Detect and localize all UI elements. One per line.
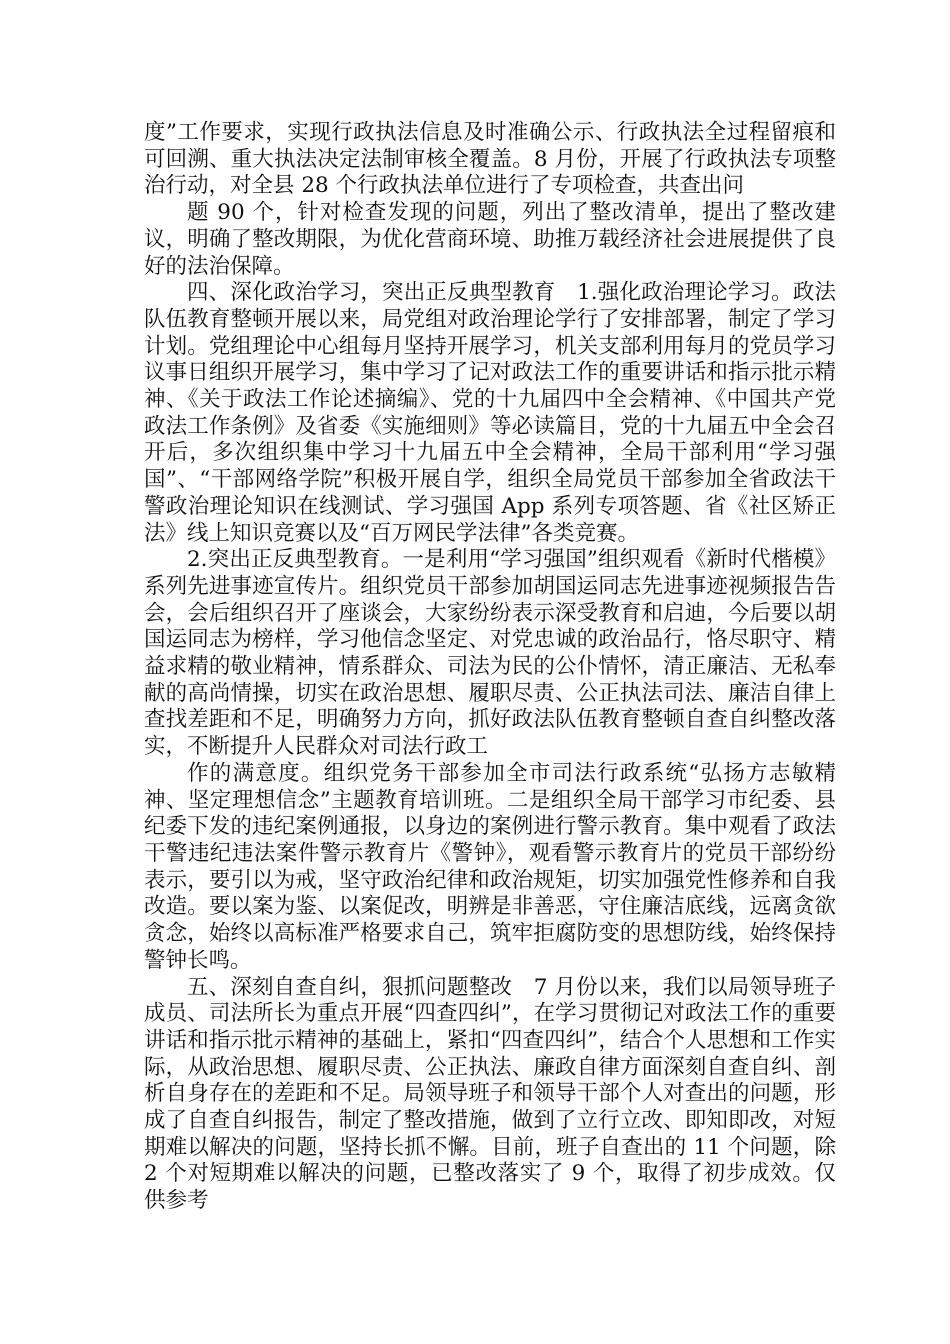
document-body xyxy=(144,120,836,1215)
paragraph: 度”工作要求，实现行政执法信息及时准确公示、行政执法全过程留痕和可回溯、重大执法决定法制审核全覆盖。8 月份，开展了行政执法专项整治行动，对全县 28 个行政执法单位进行了专项检查，共查出问 xyxy=(144,120,836,199)
paragraph: 2.突出正反典型教育。一是利用“学习强国”组织观看《新时代楷模》系列先进事迹宣传片。组织党员干部参加胡国运同志先进事迹视频报告告会，会后组织召开了座谈会，大家纷纷表示深受教育和启迪，今后要以胡国运同志为榜样，学习他信念坚定、对党忠诚的政治品行，恪尽职守、精益求精的敬业精神，情系群众、司法为民的公仆情怀，清正廉洁、无私奉献的高尚情操，切实在政治思想、履职尽责、公正执法司法、廉洁自律上查找差距和不足，明确努力方向，抓好政法队伍教育整顿自查自纠整改落实，不断提升人民群众对司法行政工 xyxy=(144,547,836,760)
paragraph: 作的满意度。组织党务干部参加全市司法行政系统“弘扬方志敏精神、坚定理想信念”主题教育培训班。二是组织全局干部学习市纪委、县纪委下发的违纪案例通报，以身边的案例进行警示教育。集中观看了政法干警违纪违法案件警示教育片《警钟》，观看警示教育片的党员干部纷纷表示，要引以为戒，坚守政治纪律和政治规矩，切实加强党性修养和自我改造。要以案为鉴、以案促改，明辨是非善恶，守住廉洁底线，远离贪欲贪念，始终以高标准严格要求自己，筑牢拒腐防变的思想防线，始终保持警钟长鸣。 xyxy=(144,760,836,973)
paragraph: 四、深化政治学习，突出正反典型教育 1.强化政治理论学习。政法队伍教育整顿开展以来，局党组对政治理论学行了安排部署，制定了学习计划。党组理论中心组每月坚持开展学习，机关支部利用每月的党员学习议事日组织开展学习，集中学习了记对政法工作的重要讲话和指示批示精神、《关于政法工作论述摘编》、党的十九届四中全会精神、《中国共产党政法工作条例》及省委《实施细则》等必读篇目，党的十九届五中全会召开后，多次组织集中学习十九届五中全会精神，全局干部利用“学习强国”、“干部网络学院”积极开展自学，组织全局党员干部参加全省政法干警政治理论知识在线测试、学习强国 App 系列专项答题、省《社区矫正法》线上知识竞赛以及“百万网民学法律”各类竞赛。 xyxy=(144,280,836,546)
paragraph: 题 90 个，针对检查发现的问题，列出了整改清单，提出了整改建议，明确了整改期限，为优化营商环境、助推万载经济社会进展提供了良好的法治保障。 xyxy=(144,200,836,279)
paragraph: 五、深刻自查自纠，狠抓问题整改 7 月份以来，我们以局领导班子成员、司法所长为重点开展“四查四纠”，在学习贯彻记对政法工作的重要讲话和指示批示精神的基础上，紧扣“四查四纠”，结合个人思想和工作实际，从政治思想、履职尽责、公正执法、廉政自律方面深刻自查自纠、剖析自身存在的差距和不足。局领导班子和领导干部个人对查出的问题，形成了自查自纠报告，制定了整改措施，做到了立行立改、即知即改，对短期难以解决的问题，坚持长抓不懈。目前，班子自查出的 11 个问题，除 2 个对短期难以解决的问题，已整改落实了 9 个，取得了初步成效。仅供参考 xyxy=(144,974,836,1214)
